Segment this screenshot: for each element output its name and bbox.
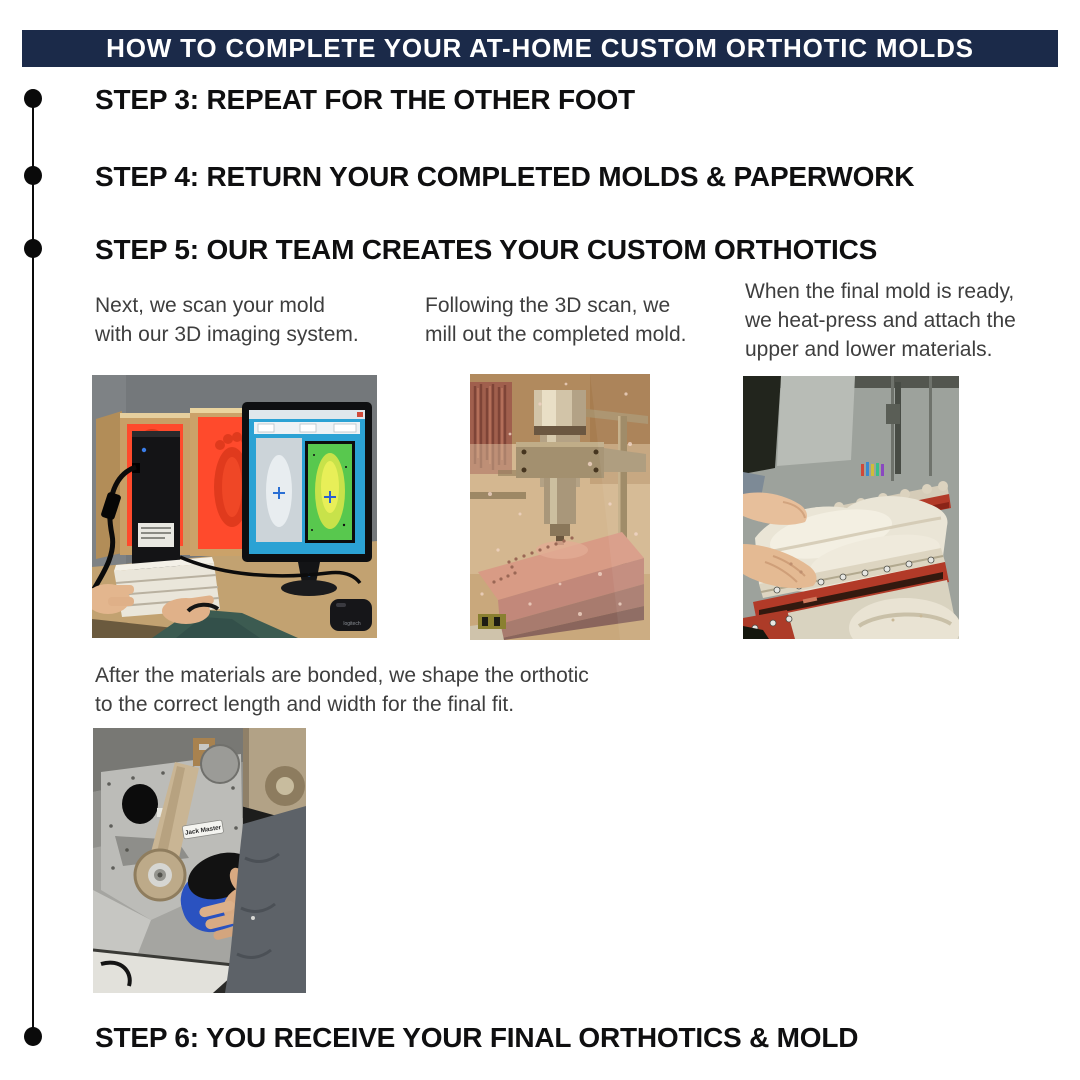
step-3-heading: STEP 3: REPEAT FOR THE OTHER FOOT	[95, 84, 635, 115]
step-5-heading: STEP 5: OUR TEAM CREATES YOUR CUSTOM ORTHOTICS	[95, 234, 878, 265]
step-6-heading: STEP 6: YOU RECEIVE YOUR FINAL ORTHOTICS & MOLD	[95, 1022, 859, 1053]
photo-heat-press	[743, 376, 959, 639]
caption-line: we heat-press and attach the	[745, 309, 1016, 332]
timeline-dot-step-4	[24, 166, 42, 185]
timeline-dot-step-3	[24, 89, 42, 108]
caption-line: Following the 3D scan, we	[425, 294, 671, 317]
caption-line: mill out the completed mold.	[425, 323, 687, 346]
caption-3d-scan	[95, 291, 359, 349]
caption-line: When the final mold is ready,	[745, 280, 1015, 303]
page-title: HOW TO COMPLETE YOUR AT-HOME CUSTOM ORTHOTIC MOLDS	[106, 33, 974, 63]
photo-3d-scan-station	[92, 375, 377, 638]
caption-milling	[425, 291, 686, 349]
mouse-brand-label: logitech	[343, 621, 361, 627]
caption-shaping	[95, 661, 589, 719]
machine-hole	[122, 784, 158, 824]
step-4-heading: STEP 4: RETURN YOUR COMPLETED MOLDS & PAPERWORK	[95, 161, 915, 192]
dark-shelf	[743, 376, 781, 474]
photo-heat-press-illustration	[743, 376, 959, 639]
photo-shaping-illustration	[93, 728, 306, 993]
machine-name-label: Jack Master	[184, 824, 222, 837]
photo-milling-machine	[470, 374, 650, 640]
photo-3d-scan-illustration	[92, 375, 377, 638]
caption-line: to the correct length and width for the final fit.	[95, 693, 515, 716]
timeline-dot-step-5	[24, 239, 42, 258]
caption-line: After the materials are bonded, we shape the orthotic	[95, 664, 589, 687]
photo-milling-illustration	[470, 374, 650, 640]
photo-shaping-machine	[93, 728, 306, 993]
computer-mouse	[330, 599, 372, 631]
machine-tag	[478, 614, 506, 629]
caption-line: with our 3D imaging system.	[95, 323, 359, 346]
caption-heat-press	[745, 277, 1016, 364]
caption-line: Next, we scan your mold	[95, 294, 325, 317]
header-banner	[22, 30, 1058, 67]
timeline-dot-step-6	[24, 1027, 42, 1046]
caption-line: upper and lower materials.	[745, 338, 993, 361]
